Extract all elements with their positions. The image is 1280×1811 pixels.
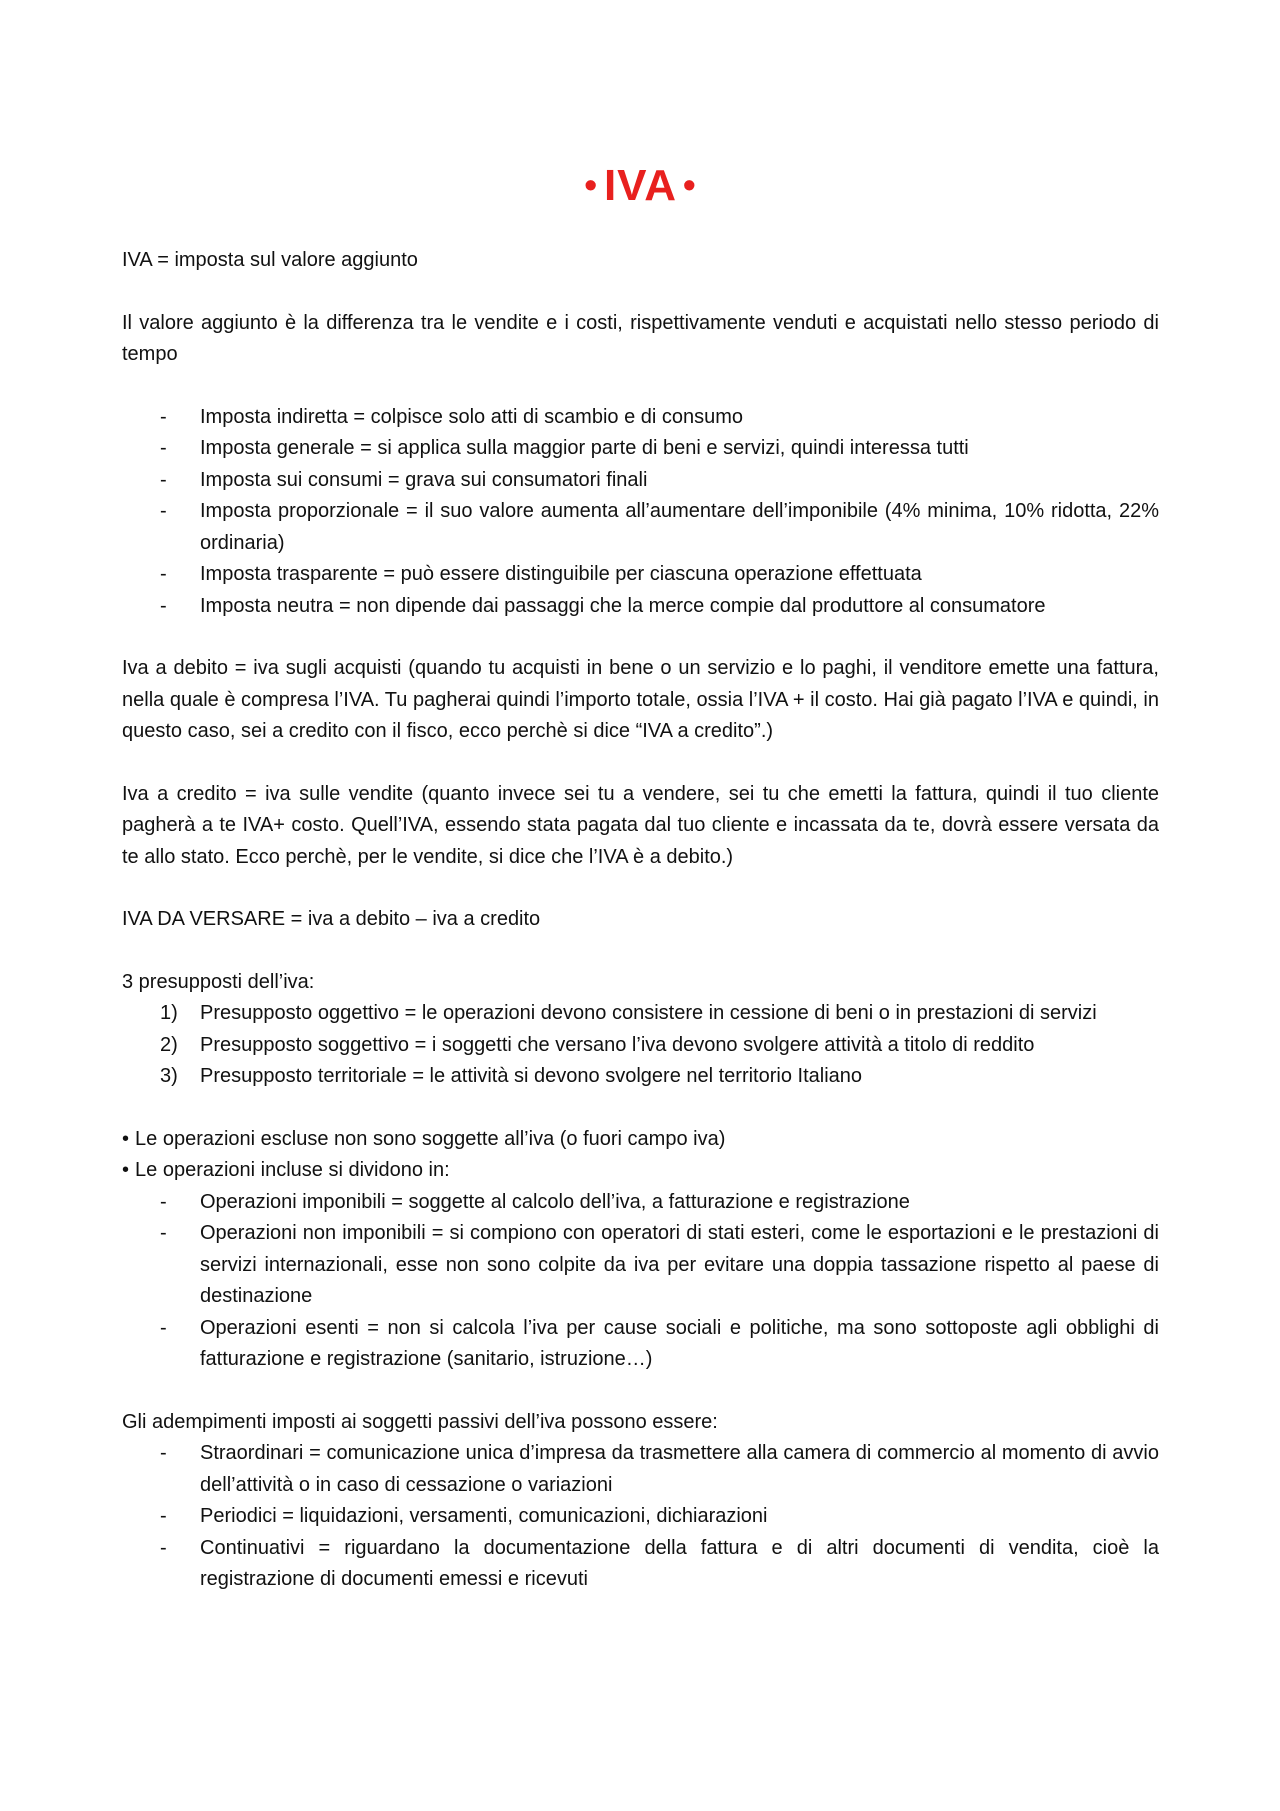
definition-paragraph: IVA = imposta sul valore aggiunto — [122, 249, 418, 271]
list-item: 2) Presupposto soggettivo = i soggetti che versano l’iva devono svolgere attività a titolo di reddito — [122, 1030, 1159, 1062]
dash-marker: - — [160, 1222, 167, 1244]
operazioni-bullets — [122, 1124, 1159, 1187]
dash-marker: - — [160, 468, 167, 491]
dash-marker: - — [160, 437, 167, 459]
title-text: IVA — [603, 161, 678, 210]
list-item: • Le operazioni incluse si dividono in: — [122, 1159, 450, 1181]
page-title — [122, 150, 1159, 221]
dash-marker: - — [160, 1505, 167, 1527]
bullet-marker: • — [122, 1159, 130, 1181]
list-item: - Operazioni non imponibili = si compiono con operatori di stati esteri, come le esportazioni e le prestazioni di servizi internazionali, esse non sono colpite da iva per evitare una doppia tassazione rispetto al paese di destinazione — [122, 1218, 1159, 1313]
title-bullet-left: • — [584, 164, 598, 205]
dash-marker: - — [160, 594, 167, 617]
dash-marker: - — [160, 1536, 167, 1559]
list-item: - Straordinari = comunicazione unica d’impresa da trasmettere alla camera di commercio al momento di avvio dell’attività o in caso di cessazione o variazioni — [122, 1438, 1159, 1501]
adempimenti-heading: Gli adempimenti imposti ai soggetti passivi dell’iva possono essere: — [122, 1410, 718, 1433]
adempimenti-list — [122, 1438, 1159, 1596]
iva-credito-paragraph: Iva a credito = iva sulle vendite (quanto invece sei tu a vendere, sei tu che emetti la fattura, quindi il tuo cliente pagherà a te IVA+ costo. Quell’IVA, essendo stata pagata dal tuo cliente e incassata da te, dovrà essere versata da te allo stato. Ecco perchè, per le vendite, si dice che l’IVA è a debito.) — [122, 782, 1159, 868]
dash-marker: - — [160, 1316, 167, 1339]
list-item: - Operazioni imponibili = soggette al calcolo dell’iva, a fatturazione e registrazione — [122, 1187, 1159, 1219]
list-item: • Le operazioni escluse non sono soggette all’iva (o fuori campo iva) — [122, 1127, 726, 1150]
iva-debito-paragraph: Iva a debito = iva sugli acquisti (quando tu acquisti in bene o un servizio e lo paghi, il venditore emette una fattura, nella quale è compresa l’IVA. Tu pagherai quindi l’importo totale, ossia l’IVA + il costo. Hai già pagato l’IVA e quindi, in questo caso, sei a credito con il fisco, ecco perchè si dice “IVA a credito”.) — [122, 657, 1159, 742]
list-item: - Imposta sui consumi = grava sui consumatori finali — [122, 465, 1159, 497]
list-item: - Continuativi = riguardano la documentazione della fattura e di altri documenti di vendita, cioè la registrazione di documenti emessi e ricevuti — [122, 1533, 1159, 1596]
list-item: - Imposta trasparente = può essere distinguibile per ciascuna operazione effettuata — [122, 559, 1159, 591]
list-item: 3) Presupposto territoriale = le attività si devono svolgere nel territorio Italiano — [122, 1061, 1159, 1093]
valore-aggiunto-paragraph: Il valore aggiunto è la differenza tra le vendite e i costi, rispettivamente venduti e acquistati nello stesso periodo di tempo — [122, 311, 1159, 365]
list-item: - Imposta indiretta = colpisce solo atti di scambio e di consumo — [122, 402, 1159, 434]
number-marker: 2) — [160, 1033, 178, 1056]
list-item: - Imposta neutra = non dipende dai passaggi che la merce compie dal produttore al consumatore — [122, 591, 1159, 623]
dash-marker: - — [160, 500, 167, 522]
characteristics-list — [122, 402, 1159, 623]
title-bullet-right: • — [683, 164, 697, 205]
presupposti-list — [122, 998, 1159, 1093]
dash-marker: - — [160, 1442, 167, 1464]
list-item: - Operazioni esenti = non si calcola l’iva per cause sociali e politiche, ma sono sottoposte agli obblighi di fatturazione e registrazione (sanitario, istruzione…) — [122, 1313, 1159, 1376]
list-item: - Imposta proporzionale = il suo valore aumenta all’aumentare dell’imponibile (4% minima, 10% ridotta, 22% ordinaria) — [122, 496, 1159, 559]
dash-marker: - — [160, 405, 167, 428]
dash-marker: - — [160, 1190, 167, 1213]
list-item: 1) Presupposto oggettivo = le operazioni devono consistere in cessione di beni o in prestazioni di servizi — [122, 998, 1159, 1030]
iva-versare-paragraph: IVA DA VERSARE = iva a debito – iva a credito — [122, 908, 541, 930]
list-item: - Periodici = liquidazioni, versamenti, comunicazioni, dichiarazioni — [122, 1501, 1159, 1533]
dash-marker: - — [160, 563, 167, 585]
list-item: - Imposta generale = si applica sulla maggior parte di beni e servizi, quindi interessa tutti — [122, 433, 1159, 465]
presupposti-heading: 3 presupposti dell’iva: — [122, 970, 315, 993]
number-marker: 3) — [160, 1065, 178, 1087]
number-marker: 1) — [160, 1002, 178, 1024]
operazioni-tipi-list — [122, 1187, 1159, 1376]
bullet-marker: • — [122, 1127, 130, 1150]
